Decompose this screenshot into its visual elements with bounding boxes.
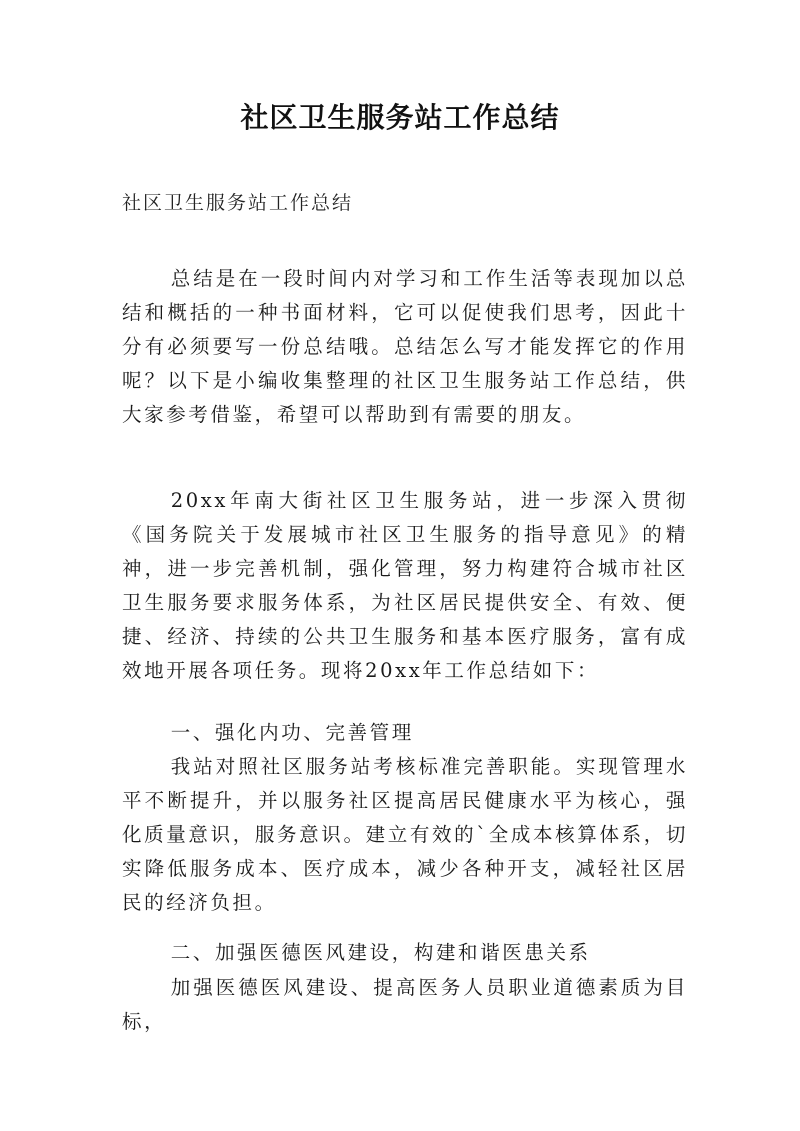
paragraph-section-2: 加强医德医风建设、提高医务人员职业道德素质为目标， — [122, 976, 688, 1033]
document-title: 社区卫生服务站工作总结 — [240, 101, 560, 134]
paragraph-intro: 总结是在一段时间内对学习和工作生活等表现加以总结和概括的一种书面材料，它可以促使我们思考，因此十分有必须要写一份总结哦。总结怎么写才能发挥它的作用呢？以下是小编收集整理的社区卫生服务站工作总结，供大家参考借鉴，希望可以帮助到有需要的朋友。 — [122, 267, 688, 426]
paragraph-section-1: 我站对照社区服务站考核标准完善职能。实现管理水平不断提升，并以服务社区提高居民健康水平为核心，强化质量意识，服务意识。建立有效的`全成本核算体系，切实降低服务成本、医疗成本，减少各种开支，减轻社区居民的经济负担。 — [122, 755, 688, 914]
section-heading-2: 二、加强医德医风建设，构建和谐医患关系 — [170, 941, 591, 964]
section-heading-1: 一、强化内功、完善管理 — [170, 721, 414, 744]
paragraph-overview: 20xx年南大街社区卫生服务站，进一步深入贯彻《国务院关于发展城市社区卫生服务的指导意见》的精神，进一步完善机制，强化管理，努力构建符合城市社区卫生服务要求服务体系，为社区居民提供安全、有效、便捷、经济、持续的公共卫生服务和基本医疗服务，富有成效地开展各项任务。现将20xx年工作总结如下： — [122, 489, 688, 682]
document-subtitle: 社区卫生服务站工作总结 — [122, 192, 354, 214]
